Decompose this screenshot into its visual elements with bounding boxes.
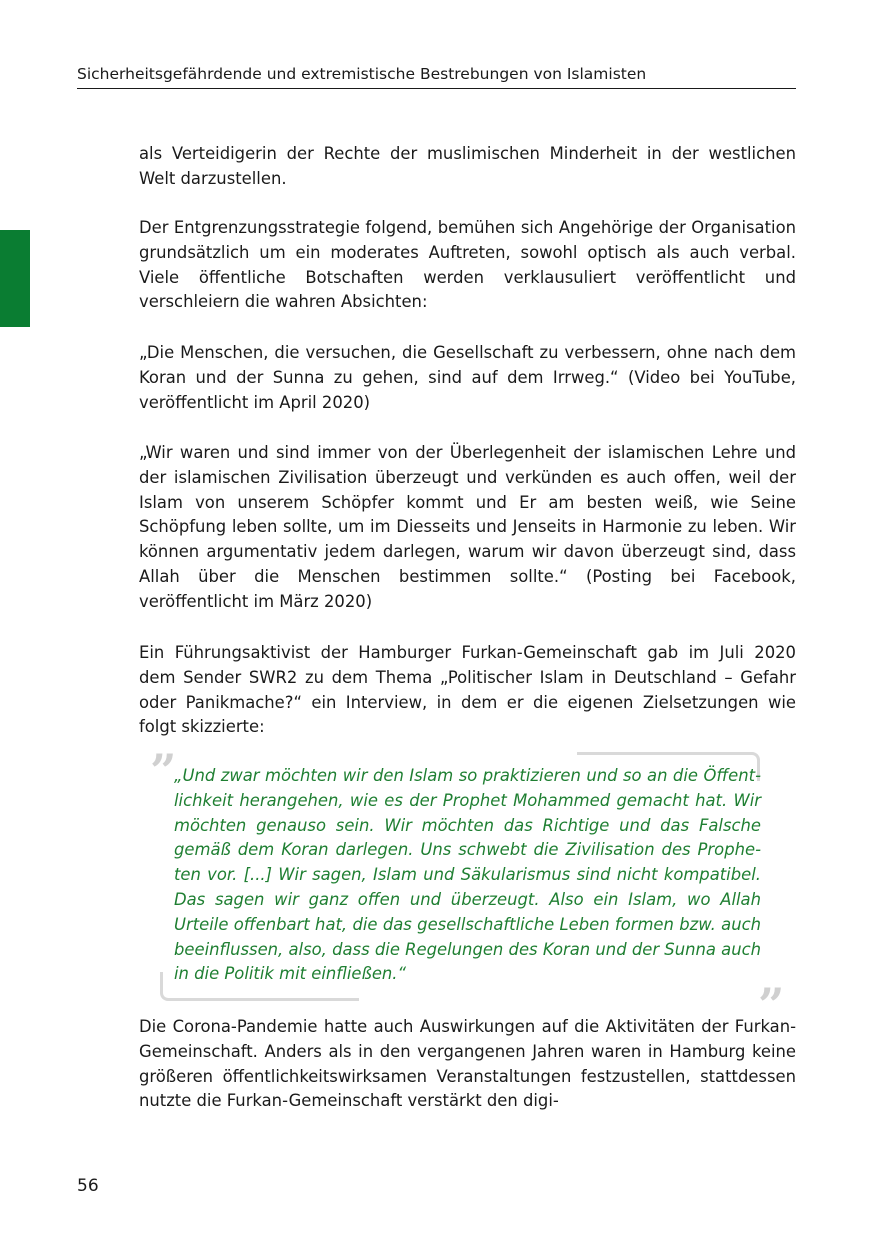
paragraph-3-quote: „Die Menschen, die versuchen, die Gesellschaft zu verbessern, ohne nach dem Koran und der Sunna zu gehen, sind auf dem Irrweg.“ (Video bei YouTube, veröffentlicht im April 2020) bbox=[139, 343, 796, 412]
paragraph-2: Der Entgrenzungsstrategie folgend, bemühen sich Angehörige der Organisation grundsätzlich um ein moderates Auftreten, sowohl optisch als auch verbal. Viele öffentliche Botschaften werden verklausuliert veröffentlicht und verschleiern die wahren Absichten: bbox=[139, 218, 796, 312]
header-rule bbox=[77, 88, 796, 89]
paragraph-6: Die Corona-Pandemie hatte auch Auswirkungen auf die Aktivitäten der Furkan-Gemeinschaft. Anders als in den vergangenen Jahren waren in Hamburg keine größeren öffentlichkeitswirksamen Veranstaltungen festzustellen, stattdessen nutzte die Furkan-Gemeinschaft verstärkt den digi- bbox=[139, 1017, 796, 1111]
paragraph-4-quote: „Wir waren und sind immer von der Überlegenheit der islamischen Lehre und der islamischen Zivilisation überzeugt und verkünden es auch offen, weil der Islam von unserem Schöpfer kommt und Er am besten weiß, wie Seine Schöpfung leben sollte, um im Diesseits und Jenseits in Harmonie zu leben. Wir können argumentativ jedem darlegen, warum wir davon überzeugt sind, dass Allah über die Menschen bestimmen sollte.“ (Posting bei Facebook, veröffentlicht im März 2020) bbox=[139, 443, 796, 611]
paragraph-1: als Verteidigerin der Rechte der muslimischen Minderheit in der westlichen Welt darzustellen. bbox=[139, 144, 796, 188]
chapter-side-tab bbox=[0, 230, 30, 327]
page-number: 56 bbox=[77, 1176, 99, 1196]
running-header: Sicherheitsgefährdende und extremistische Bestrebungen von Islamisten bbox=[77, 65, 647, 83]
open-quote-icon: ” bbox=[150, 744, 177, 798]
blockquote-text: „Und zwar möchten wir den Islam so praktizieren und so an die Öffentlichkeit herangehen, wie es der Prophet Mohammed gemacht hat. Wir möchten genauso sein. Wir möchten das Richtige und das Falsche gemäß dem Koran darlegen. Uns schwebt die Zivilisation des Propheten vor. [...] Wir sagen, Islam und Säkularismus sind nicht kompatibel. Das sagen wir ganz offen und überzeugt. Also ein Islam, wo Allah Urteile offenbart hat, die das gesellschaftliche Leben formen bzw. auch beeinflussen, also, dass die Regelungen des Koran und der Sunna auch in die Politik mit einfließen.“ bbox=[174, 766, 761, 984]
close-quote-icon: ” bbox=[758, 978, 785, 1032]
paragraph-5: Ein Führungsaktivist der Hamburger Furkan-Gemeinschaft gab im Juli 2020 dem Sender SWR2 zu dem Thema „Politischer Islam in Deutschland – Gefahr oder Panikmache?“ ein Interview, in dem er die eigenen Zielsetzungen wie folgt skizzierte: bbox=[139, 643, 796, 737]
